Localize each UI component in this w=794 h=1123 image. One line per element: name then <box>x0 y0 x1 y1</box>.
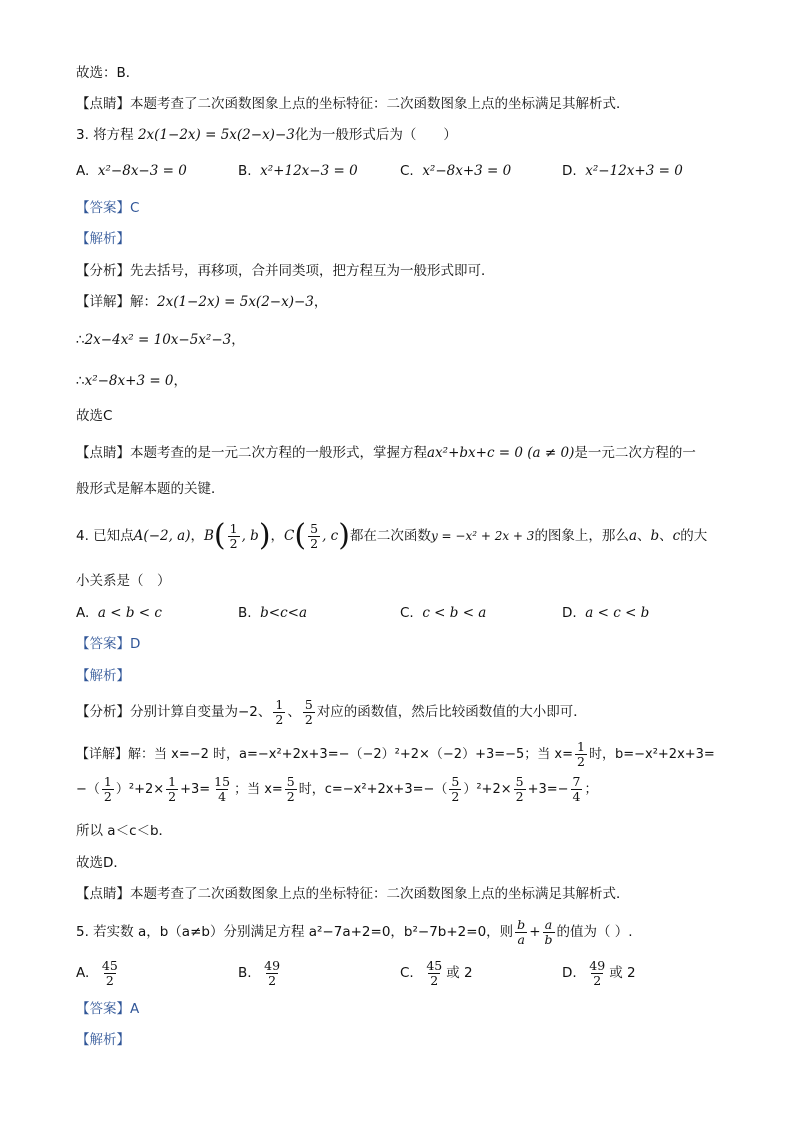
q3-option-d: D. x²−12x+3 = 0 <box>562 163 683 179</box>
q5-answer: 【答案】A <box>76 1001 140 1017</box>
q4-dianjing: 【点睛】本题考查了二次函数图象上点的坐标特征：二次函数图象上点的坐标满足其解析式． <box>76 886 630 902</box>
q5-option-b: B. $\frac{49}{2}$ <box>238 957 281 988</box>
q4-choose: 故选D． <box>76 855 127 871</box>
q4-option-c: C. c < b < a <box>400 605 487 621</box>
question-3: 3. 将方程 2x(1−2x) = 5x(2−x)−3化为一般形式后为（ ） <box>76 127 457 143</box>
q3-choose: 故选C <box>76 408 113 424</box>
q3-option-b: B. x²+12x−3 = 0 <box>238 163 358 179</box>
q4-conclusion: 所以 a＜c＜b． <box>76 823 173 839</box>
q3-fenxi: 【分析】先去括号，再移项，合并同类项，把方程互为一般形式即可． <box>76 263 495 279</box>
question-4: 4. 已知点A(−2, a)，B( $\frac{1}{2}$ , b)，C( $\frac{5}{2}$ , c)都在二次函数y = −x² + 2x + 3的图象上，那么a、b、c的大 <box>76 518 708 553</box>
q3-step-1: ∴2x−4x² = 10x−5x²−3， <box>76 332 245 348</box>
q3-step-2: ∴x²−8x+3 = 0， <box>76 373 188 389</box>
answer-choose-b: 故选：B． <box>76 65 140 81</box>
q5-option-c: C. $\frac{45}{2}$ 或 2 <box>400 957 473 988</box>
q5-jiexi: 【解析】 <box>76 1032 130 1048</box>
q5-option-d: D. $\frac{49}{2}$ 或 2 <box>562 957 636 988</box>
q3-detail: 【详解】解：2x(1−2x) = 5x(2−x)−3， <box>76 294 328 310</box>
q3-jiexi: 【解析】 <box>76 231 130 247</box>
q4-option-d: D. a < c < b <box>562 605 650 621</box>
q3-option-a: A. x²−8x−3 = 0 <box>76 163 187 179</box>
question-5: 5. 若实数 a，b（a≠b）分别满足方程 a²−7a+2=0，b²−7b+2=0，则 $\frac{b}{a}$ + $\frac{a}{b}$ 的值为（ ）. <box>76 916 633 947</box>
question-4-cont: 小关系是（ ） <box>76 573 171 589</box>
q5-option-a: A. $\frac{45}{2}$ <box>76 957 118 988</box>
q4-answer: 【答案】D <box>76 636 141 652</box>
q3-option-c: C. x²−8x+3 = 0 <box>400 163 512 179</box>
dianjing-q2: 【点睛】本题考查了二次函数图象上点的坐标特征：二次函数图象上点的坐标满足其解析式． <box>76 96 630 112</box>
q4-option-b: B. b<c<a <box>238 605 308 621</box>
q4-fenxi: 【分析】分别计算自变量为−2、 $\frac{1}{2}$ 、 $\frac{5}{2}$ 对应的函数值，然后比较函数值的大小即可． <box>76 696 587 727</box>
q4-detail-line1: 【详解】解：当 x=−2 时，a=−x²+2x+3=−（−2）²+2×（−2）+3=−5；当 x= $\frac{1}{2}$ 时，b=−x²+2x+3= <box>76 739 715 769</box>
q3-answer: 【答案】C <box>76 200 140 216</box>
q3-dianjing: 【点睛】本题考查的是一元二次方程的一般形式，掌握方程ax²+bx+c = 0 (a ≠ 0)是一元二次方程的一 <box>76 445 696 461</box>
q3-dianjing-cont: 般形式是解本题的关键． <box>76 481 225 497</box>
q4-jiexi: 【解析】 <box>76 668 130 684</box>
q4-detail-line2: −（ $\frac{1}{2}$ ）²+2× $\frac{1}{2}$ +3= $\frac{15}{4}$ ；当 x= $\frac{5}{2}$ 时，c=−x²+2x+3=−（ $\frac{5}{2}$ ）²+2× $\frac{5}{2}$ +3=− $\frac{7}{4}$ ； <box>76 774 598 804</box>
q4-option-a: A. a < b < c <box>76 605 162 621</box>
